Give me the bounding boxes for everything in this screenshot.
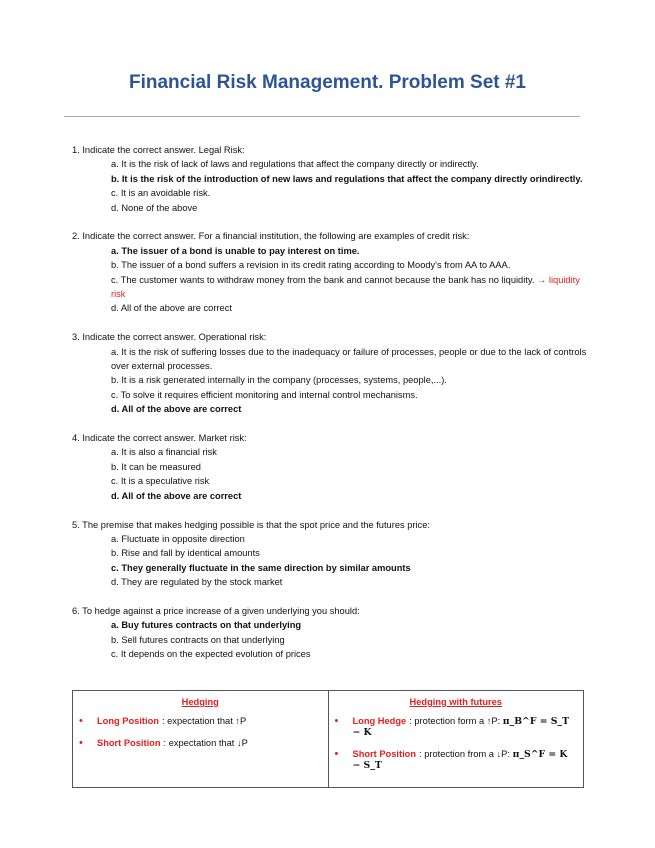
option-text: c. They generally fluctuate in the same direction by similar amounts — [111, 562, 411, 573]
answer-option — [111, 345, 592, 374]
answer-options — [72, 532, 592, 590]
answer-option — [111, 157, 592, 171]
answer-option — [111, 186, 592, 200]
question-3 — [72, 330, 592, 416]
page-title: Financial Risk Management. Problem Set #1 — [128, 72, 526, 93]
answer-option-correct — [111, 618, 592, 632]
option-text: c. It is a speculative risk — [111, 476, 210, 487]
question-2 — [72, 229, 592, 315]
answer-option — [111, 445, 592, 459]
option-text: d. All of the above are correct — [111, 490, 242, 501]
question-1 — [72, 143, 592, 215]
answer-option-correct — [111, 561, 592, 575]
hedging-futures-column — [328, 691, 584, 788]
answer-option-correct — [111, 244, 592, 258]
option-text: d. None of the above — [111, 202, 198, 213]
question-4 — [72, 431, 592, 503]
option-text: d. They are regulated by the stock market — [111, 577, 283, 588]
questions-list — [72, 143, 592, 676]
option-text: c. It is an avoidable risk. — [111, 188, 211, 199]
option-text: a. Buy futures contracts on that underlying — [111, 620, 302, 631]
answer-option — [111, 647, 592, 661]
item-text: : expectation that ↑P — [161, 716, 247, 726]
payoff-formula: π_S^F = K − S_T — [352, 749, 568, 771]
answer-options — [72, 345, 592, 417]
answer-options — [72, 618, 592, 661]
item-text: : protection from a ↓P: — [419, 749, 513, 759]
answer-option — [111, 546, 592, 560]
answer-option-correct — [111, 172, 592, 186]
question-text: 3. Indicate the correct answer. Operational risk: — [72, 332, 267, 343]
answer-options — [72, 244, 592, 316]
question-text: 1. Indicate the correct answer. Legal Risk: — [72, 145, 245, 155]
answer-option — [111, 575, 592, 589]
option-text: b. The issuer of a bond suffers a revision in its credit rating according to Moody's from AA to AAA. — [111, 260, 511, 271]
question-6 — [72, 604, 592, 662]
payoff-formula: π_B^F = S_T − K — [352, 716, 569, 738]
option-note: → liquidity risk — [111, 274, 580, 300]
answer-option — [111, 633, 592, 647]
option-text: c. It depends on the expected evolution of prices — [111, 649, 311, 660]
hedging-futures-header: Hedging with futures — [409, 697, 502, 707]
answer-option — [111, 388, 592, 402]
option-text: b. It can be measured — [111, 461, 201, 472]
option-text: a. The issuer of a bond is unable to pay interest on time. — [111, 245, 360, 256]
hedging-header: Hedging — [181, 697, 219, 707]
long-hedge-item — [335, 715, 578, 738]
option-text: c. The customer wants to withdraw money from the bank and cannot because the bank has no liquidity. — [111, 274, 535, 285]
option-text: b. It is a risk generated internally in the company (processes, systems, people,...). — [111, 375, 447, 386]
item-text: : expectation that ↓P — [163, 738, 248, 748]
bullet-icon: • — [79, 737, 83, 749]
answer-option-correct — [111, 489, 592, 503]
answer-option — [111, 273, 592, 302]
answer-option — [111, 201, 592, 215]
item-text: : protection form a ↑P: — [409, 716, 503, 726]
option-text: a. It is the risk of lack of laws and regulations that affect the company directly or indirectly. — [111, 159, 479, 170]
title-underline — [64, 116, 580, 117]
answer-option — [111, 460, 592, 474]
answer-option — [111, 258, 592, 272]
answer-option-correct — [111, 402, 592, 416]
option-text: b. Sell futures contracts on that underlying — [111, 634, 285, 645]
question-text: 2. Indicate the correct answer. For a financial institution, the following are examples of credit risk: — [72, 231, 470, 242]
short-position-item — [79, 737, 322, 749]
option-text: c. To solve it requires efficient monitoring and internal control mechanisms. — [111, 389, 418, 400]
question-5 — [72, 518, 592, 590]
option-text: a. It is also a financial risk — [111, 447, 217, 458]
option-text: b. It is the risk of the introduction of new laws and regulations that affect the company directly orindirectly. — [111, 173, 583, 184]
item-label: Long Hedge — [352, 716, 407, 726]
option-text: d. All of the above are correct — [111, 303, 232, 314]
answer-option — [111, 301, 592, 315]
answer-option — [111, 474, 592, 488]
item-label: Long Position — [97, 716, 159, 726]
hedging-column — [73, 691, 329, 788]
option-text: b. Rise and fall by identical amounts — [111, 548, 260, 559]
option-text: d. All of the above are correct — [111, 404, 242, 415]
question-text: 4. Indicate the correct answer. Market risk: — [72, 433, 247, 444]
long-position-item — [79, 715, 322, 727]
bullet-icon: • — [334, 748, 339, 760]
short-position-futures-item — [335, 748, 578, 771]
bullet-icon: • — [334, 715, 339, 727]
answer-options — [72, 157, 592, 215]
hedging-table — [72, 690, 584, 788]
answer-options — [72, 445, 592, 503]
question-text: 6. To hedge against a price increase of a given underlying you should: — [72, 605, 360, 616]
item-label: Short Position — [352, 749, 417, 759]
item-label: Short Position — [97, 738, 161, 748]
question-text: 5. The premise that makes hedging possible is that the spot price and the futures price: — [72, 519, 430, 530]
bullet-icon: • — [79, 715, 83, 727]
option-text: a. It is the risk of suffering losses due to the inadequacy or failure of processes, people or due to the lack of controls over external processes. — [111, 346, 587, 372]
option-text: a. Fluctuate in opposite direction — [111, 533, 245, 544]
answer-option — [111, 532, 592, 546]
answer-option — [111, 373, 592, 387]
